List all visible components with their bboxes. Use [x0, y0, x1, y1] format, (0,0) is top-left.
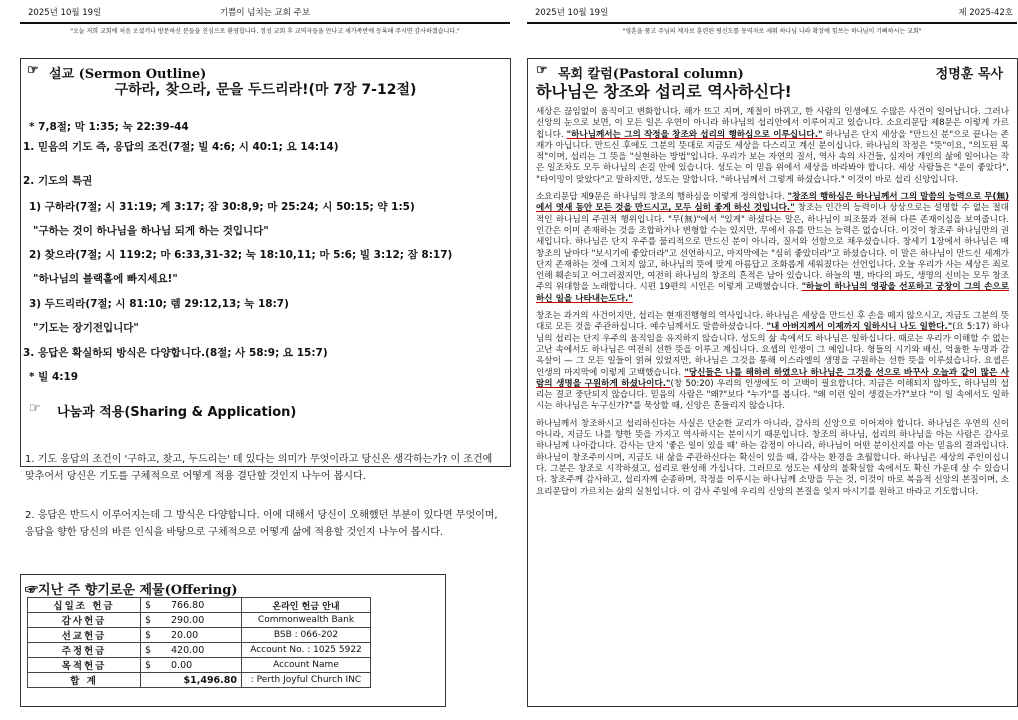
right-page-header	[527, 0, 1017, 24]
table-row	[28, 613, 371, 628]
paragraph-text: 창조는 과거의 사건이지만, 섭리는 현재진행형의 역사입니다. 하나님은 세상을 만드신 후 손을 떼지 않으시고, 지금도 그분의 뜻대로 모든 것을 주관하십니다. 예수님께서도 말씀하셨습니다.	[536, 311, 1009, 333]
pointing-hand-icon: ☞	[536, 63, 548, 78]
highlighted-quote: "내 아버지께서 이제까지 일하시니 나도 일한다."	[766, 322, 953, 333]
bank-info: BSB : 066-202	[242, 628, 371, 643]
column-body	[536, 107, 1009, 504]
highlighted-quote: "창조의 행하심은 하나님께서 그의 말씀의 능력으로 무(無)에서 엿새 동안 모든 것을 만드시고, 모두 심히 좋게 하신 것입니다."	[536, 192, 1010, 214]
offering-label: 십일조 헌금	[28, 598, 141, 613]
offering-box	[20, 574, 446, 707]
currency-symbol: $	[145, 644, 152, 656]
column-paragraph	[536, 311, 1009, 413]
offering-header-label: 지난 주 향기로운 제물(Offering)	[38, 583, 238, 598]
paragraph-text: 창조는 인간의 능력이나 상상으로는 설명할 수 없는 절대적인 하나님의 주권적 행위입니다. "무(無)"에서 "있게" 하셨다는 말은, 하나님이 피조물과 전혀 다른 존재이심을 보여줍니다. 인간은 이미 존재하는 것을 조합하거나 변형할 수는 있지만, 무에서 유를 만드는 능력은 없습니다. 이것이 창조주 하나님만의 권세입니다. 하나님은 단지 우주를 물리적으로 만드신 분이 아니라, 질서와 선함으로 채우셨습니다. 창세기 1장에서 하나님은 매 창조의 날마다 "보시기에 좋았더라"고 선언하시고, 마지막에는 "심히 좋았더라"고 하셨습니다. 이 말은 하나님이 만드신 세계가 단지 존재하는 것에 그치지 않고, 하나님의 뜻에 맞게 아름답고 조화롭게 세워졌다는 선언입니다. 오늘 우리가 사는 세상은 죄로 인해 훼손되고 어그러졌지만, 여전히 하나님의 창조의 흔적은 남아 있습니다. 하늘의 별, 바다의 파도, 생명의 신비는 모두 창조주의 위대함을 노래합니다. 시편 19편의 시인은 이렇게 고백했습니다.	[536, 203, 1009, 293]
pastoral-header: 목회 칼럼(Pastoral column)	[558, 67, 744, 82]
left-page	[20, 0, 510, 720]
sermon-line: * 7,8절; 막 1:35; 눅 22:39-44	[29, 121, 189, 133]
amount-value: 420.00	[171, 644, 205, 656]
question-2: 2. 응답은 반드시 이루어지는데 그 방식은 다양합니다. 이에 대해서 당신이 오해했던 부분이 있다면 무엇이며, 응답을 향한 당신의 바른 인식을 바탕으로 구체적으로 어떻게 삶에 적용할 것인지 나누어 봅시다.	[25, 510, 498, 538]
sermon-line: 1) 구하라(7절; 시 31:19; 계 3:17; 잠 30:8,9; 마 25:24; 시 50:15; 약 1:5)	[29, 201, 415, 213]
table-row	[28, 643, 371, 658]
column-title: 하나님은 창조와 섭리로 역사하신다!	[536, 82, 792, 101]
offering-label: 감사헌금	[28, 613, 141, 628]
column-author: 정명훈 목사	[935, 67, 1003, 82]
bank-info: 온라인 헌금 안내	[242, 598, 371, 613]
sermon-outline-box	[20, 58, 511, 538]
sermon-header: 설교 (Sermon Outline)	[49, 67, 207, 82]
bank-info: Account Name	[242, 658, 371, 673]
offering-amount	[141, 643, 242, 658]
sermon-line: 2) 찾으라(7절; 시 119:2; 마 6:33,31-32; 눅 18:10,11; 마 5:6; 빌 3:12; 잠 8:17)	[29, 249, 453, 261]
amount-value: 290.00	[171, 614, 205, 626]
sermon-line: 2. 기도의 특권	[23, 175, 93, 187]
right-page	[527, 0, 1017, 720]
welcome-note: "오늘 저희 교회에 처음 오셨거나 방문하신 분들을 진심으로 환영합니다. 정성 교회 후 교역자들을 만나고 새가족반에 등록해 주시면 감사하겠습니다."	[70, 28, 460, 35]
sermon-quote: "기도는 장기전입니다"	[33, 322, 139, 334]
table-row	[28, 628, 371, 643]
currency-symbol: $	[145, 629, 152, 641]
column-paragraph	[536, 419, 1009, 498]
currency-symbol: $	[145, 659, 152, 671]
offering-label: 목적헌금	[28, 658, 141, 673]
question-1: 1. 기도 응답의 조건이 '구하고, 찾고, 두드리는' 데 있다는 의미가 무엇이라고 당신은 생각하는가? 이 조건에 맞추어서 당신은 기도를 구체적으로 어떻게 적용 결단할 것인지 나누어 봅시다.	[25, 454, 493, 482]
paragraph-text: 하나님께서 창조하시고 섭리하신다는 사실은 단순한 교리가 아니라, 감사의 신앙으로 이어져야 합니다. 하나님은 우연의 신이 아니라, 지금도 나를 향한 뜻을 가지고 역사하시는 분이시기 때문입니다. 창조의 하나님, 섭리의 하나님을 아는 사람은 감사로 하나님께 나아갑니다. 감사는 단지 '좋은 일이 있을 때' 하는 감정이 아니라, 하나님이 어떤 분이신지를 아는 믿음의 결과입니다. 하나님이 창조주이시며, 지금도 내 삶을 주관하신다는 확신이 있을 때, 감사는 환경을 초월합니다. 하나님은 세상의 주인이십니다. 그분은 창조로 시작하셨고, 섭리로 완성해 가십니다. 그러므로 성도는 세상의 불확실함 속에서도 확신 가운데 살 수 있습니다. 창조주께 감사하고, 섭리자께 순종하며, 작정을 이루시는 하나님께 소망을 두는 것, 이것이 바로 복음적 신앙의 본질이며, 소요리문답이 가르치는 삶의 실천입니다. 이 감사 주일에 우리의 신앙의 본질을 잊지 마시기를 원하고 바라고 기도합니다.	[536, 418, 1009, 497]
column-paragraph	[536, 192, 1009, 305]
pastoral-column-box	[527, 58, 1018, 707]
sermon-quote: "구하는 것이 하나님을 하나님 되게 하는 것입니다"	[33, 225, 269, 237]
sermon-line: * 빌 4:19	[29, 371, 79, 383]
sermon-line: 3) 두드리라(7절; 시 81:10; 렘 29:12,13; 눅 18:7)	[29, 298, 289, 310]
left-page-header	[20, 0, 510, 24]
bank-info: : Perth Joyful Church INC	[242, 673, 371, 688]
offering-amount	[141, 598, 242, 613]
sermon-line: 1. 믿음의 기도 즉, 응답의 조건(7절; 빌 4:6; 시 40:1; 요 14:14)	[23, 141, 339, 153]
offering-table	[27, 597, 371, 688]
amount-value: 0.00	[171, 659, 193, 671]
pointing-hand-icon: ☞	[29, 401, 41, 416]
sermon-line: 3. 응답은 확실하되 방식은 다양합니다.(8절; 사 58:9; 요 15:7)	[23, 347, 328, 359]
offering-label: 합 계	[28, 673, 141, 688]
bulletin-date: 2025년 10월 19일	[535, 8, 609, 18]
offering-header	[25, 579, 238, 598]
highlighted-quote: "하나님께서는 그의 작정을 창조와 섭리의 행하심으로 이루십니다."	[566, 129, 823, 140]
currency-symbol: $	[145, 614, 152, 626]
bank-info: Commonwealth Bank	[242, 613, 371, 628]
pointing-hand-icon: ☞	[27, 63, 39, 78]
bulletin-title: 기쁨이 넘치는 교회 주보	[219, 8, 311, 18]
offering-amount	[141, 628, 242, 643]
issue-number: 제 2025-42호	[958, 8, 1013, 18]
sharing-header: 나눔과 적용(Sharing & Application)	[57, 405, 297, 420]
column-paragraph	[536, 107, 1009, 186]
offering-label: 주정헌금	[28, 643, 141, 658]
table-row	[28, 598, 371, 613]
table-row	[28, 673, 371, 688]
offering-label: 선교헌금	[28, 628, 141, 643]
offering-total: $1,496.80	[141, 673, 242, 688]
currency-symbol: $	[145, 599, 152, 611]
highlighted-quote: "당신들은 나를 해하려 하였으나 하나님은 그것을 선으로 바꾸사 오늘과 같이 많은 사람의 생명을 구원하게 하셨나이다."	[536, 367, 1010, 389]
sermon-title: 구하라, 찾으라, 문을 두드리라!(마 7장 7-12절)	[114, 82, 417, 98]
sermon-quote: "하나님의 블랙홀에 빠지세요!"	[33, 273, 178, 285]
amount-value: 20.00	[171, 629, 199, 641]
paragraph-text: 하나님은 단지 세상을 "만드신 분"으로 끝나는 존재가 아닙니다. 만드신 후에도 그분의 뜻대로 지금도 세상을 다스리고 계신 분이십니다. 하나님의 작정은 "뜻"이요, "의도된 목적"이며, 섭리는 그 뜻을 "실현하는 방법"입니다. 우리가 보는 자연의 질서, 역사 속의 사건들, 심지어 개인의 삶에 일어나는 작은 일조차도 모두 하나님의 손길 안에 있습니다. 성도는 이 믿음 위에서 세상을 바라봐야 합니다. 세상 사람들은 "운이 좋았다", "타이밍이 맞았다"고 말하지만, 성도는 말합니다. "하나님께서 그렇게 하셨습니다." 이것이 바로 섭리 신앙입니다.	[536, 129, 1009, 185]
church-vision: "영혼을 품고 주님의 제자로 훈련된 평신도를 동역자로 세워 하나님 나라 확장에 힘쓰는 하나님이 기뻐하시는 교회"	[622, 28, 922, 35]
bank-info: Account No. : 1025 5922	[242, 643, 371, 658]
offering-amount	[141, 658, 242, 673]
pointing-hand-icon: ☞	[25, 583, 39, 598]
table-row	[28, 658, 371, 673]
paragraph-text: (요 5:17) 하나님의 섭리는 단지 우주의 움직임을 유지하지 않습니다. 성도의 삶 속에서도 하나님은 일하십니다. 때로는 우리가 이해할 수 없는 고난 속에서도 하나님은 여전히 선한 뜻을 이루고 계십니다. 요셉의 인생이 그 예입니다. 형들의 시기와 배신, 억울한 누명과 감옥살이 — 그 모든 일들이 얽혀 있었지만, 하나님은 그것을 통해 이스라엘의 생명을 구원하는 선한 뜻을 이루셨습니다. 요셉은 인생의 마지막에 이렇게 고백했습니다.	[536, 322, 1009, 378]
paragraph-text: 세상은 끊임없이 움직이고 변화합니다. 해가 뜨고 지며, 계절이 바뀌고, 한 사람의 인생에도 수많은 사건이 일어납니다. 그러나 신앙의 눈으로 보면, 이 모든 일은 우연이 아니라 하나님의 섭리안에서 이루어지고 있습니다. 소요리문답 제8문은 이렇게 가르칩니다.	[536, 107, 1009, 140]
paragraph-text: (창 50:20) 우리의 인생에도 이 고백이 필요합니다. 지금은 이해되지 않아도, 하나님의 섭리는 결코 중단되지 않습니다. 믿음의 사람은 "왜?"보다 "누가"를 봅니다. "왜 이런 일이 생겼는가?"보다 "이 일 속에서도 일하시는 하나님은 누구신가?"를 묵상할 때, 신앙은 흔들리지 않습니다.	[536, 378, 1009, 412]
amount-value: 766.80	[171, 599, 205, 611]
bulletin-date: 2025년 10월 19일	[28, 8, 102, 18]
highlighted-quote: "하늘이 하나님의 영광을 선포하고 궁창이 그의 손으로 하신 일을 나타내는도다."	[536, 282, 1009, 304]
offering-amount	[141, 613, 242, 628]
paragraph-text: 소요리문답 제9문은 하나님의 창조의 행하심을 이렇게 정의합니다.	[536, 192, 788, 203]
